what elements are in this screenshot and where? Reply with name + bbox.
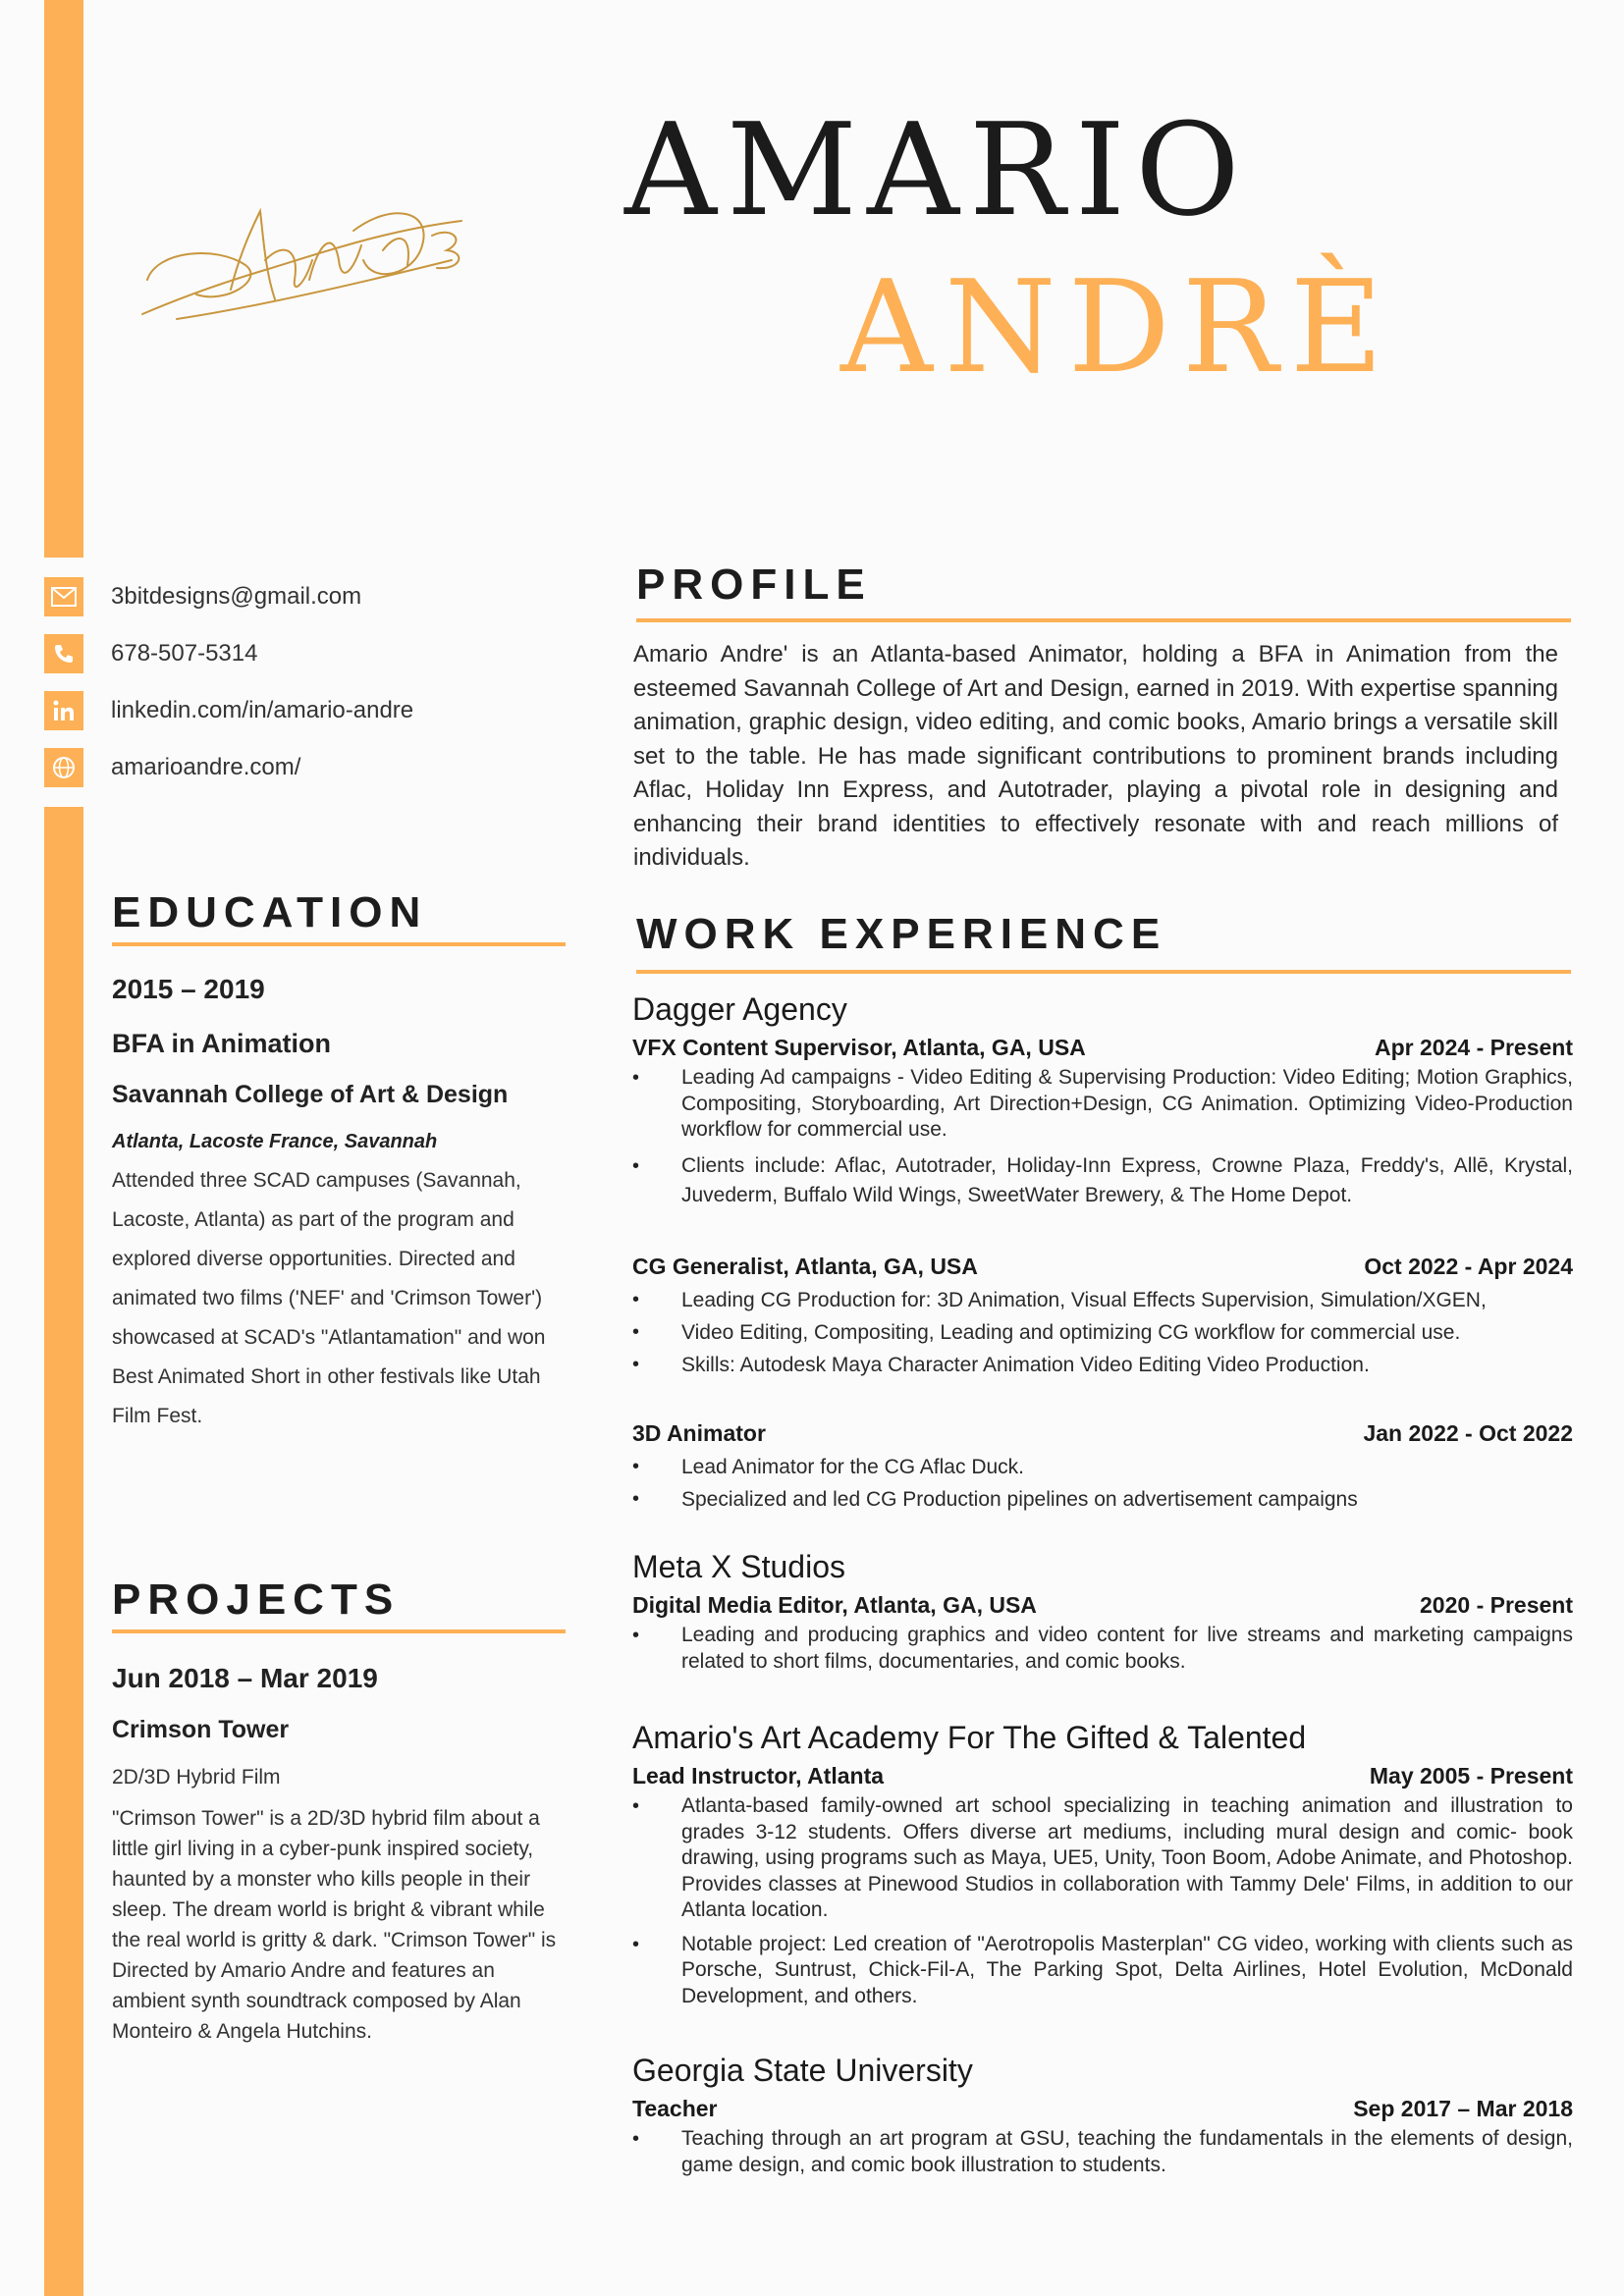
list-item: • Skills: Autodesk Maya Character Animation Video Editing Video Production.: [632, 1349, 1573, 1381]
list-item: • Clients include: Aflac, Autotrader, Holiday-Inn Express, Crowne Plaza, Freddy's, Allē, Krystal, Juvederm, Buffalo Wild Wings, SweetWater Brewery, & The Home Depot.: [632, 1151, 1573, 1210]
company-name: Georgia State University: [632, 2053, 973, 2088]
education-heading: EDUCATION: [112, 888, 428, 936]
contact-linkedin[interactable]: [44, 691, 574, 730]
role-title: 3D Animator: [632, 1419, 766, 1446]
email-text: 3bitdesigns@gmail.com: [111, 583, 362, 610]
experience-meta: [632, 1551, 1573, 1675]
role-bullets: [632, 1284, 1573, 1381]
education-rule: [112, 942, 566, 946]
education-school: Savannah College of Art & Design: [112, 1081, 509, 1108]
projects-rule: [112, 1629, 566, 1633]
experience-gsu: [632, 2055, 1573, 2178]
education-description: Attended three SCAD campuses (Savannah, Lacoste, Atlanta) as part of the program and explored diverse opportunities. Directed and animated two films ('NEF' and 'Crimson Tower') showcased at SCAD's "Atlantamation" and won Best Animated Short in other festivals like Utah Film Fest.: [112, 1169, 546, 1427]
role-dates: Oct 2022 - Apr 2024: [1364, 1253, 1573, 1279]
profile-heading: PROFILE: [636, 561, 872, 609]
company-name: Amario's Art Academy For The Gifted & Talented: [632, 1720, 1307, 1755]
contact-phone[interactable]: [44, 634, 574, 673]
envelope-icon: [44, 577, 83, 616]
role-dates: 2020 - Present: [1420, 1592, 1573, 1618]
first-name: AMARIO: [624, 95, 1250, 244]
role-title: Digital Media Editor, Atlanta, GA, USA: [632, 1592, 1037, 1618]
project-name: Crimson Tower: [112, 1716, 290, 1743]
company-name: Meta X Studios: [632, 1549, 845, 1584]
role-row: [632, 1763, 1573, 1789]
linkedin-icon: [44, 691, 83, 730]
role-title: Lead Instructor, Atlanta: [632, 1763, 885, 1789]
list-item: • Leading CG Production for: 3D Animation, Visual Effects Supervision, Simulation/XGEN,: [632, 1284, 1573, 1316]
project-dates: Jun 2018 – Mar 2019: [112, 1663, 378, 1693]
profile-rule: [636, 618, 1571, 622]
education-years: 2015 – 2019: [112, 974, 265, 1004]
signature-image: [137, 191, 471, 334]
role-bullets: [632, 1065, 1573, 1210]
role-row: [632, 2096, 1573, 2122]
list-item: • Video Editing, Compositing, Leading and optimizing CG workflow for commercial use.: [632, 1316, 1573, 1349]
role-row: [632, 1420, 1573, 1447]
list-item: • Lead Animator for the CG Aflac Duck.: [632, 1451, 1573, 1483]
list-item: • Notable project: Led creation of "Aerotropolis Masterplan" CG video, working with clients such as Porsche, Suntrust, Chick-Fil-A, The Parking Spot, Delta Airlines, Hotel Evolution, McDonald Development, and others.: [632, 1932, 1573, 2010]
role-row: [632, 1254, 1573, 1280]
role-bullets: [632, 1623, 1573, 1675]
work-rule: [636, 970, 1571, 974]
contact-website[interactable]: [44, 748, 574, 787]
list-item: • Leading and producing graphics and video content for live streams and marketing campaigns related to short films, documentaries, and comic books.: [632, 1623, 1573, 1675]
company-name: Dagger Agency: [632, 991, 847, 1027]
projects-block: [112, 1663, 573, 2047]
accent-bar-bottom: [44, 807, 83, 2296]
linkedin-text: linkedin.com/in/amario-andre: [111, 697, 414, 723]
accent-bar-top: [44, 0, 83, 558]
education-degree: BFA in Animation: [112, 1029, 331, 1058]
last-name: ANDRÈ: [840, 252, 1395, 401]
role-dates: May 2005 - Present: [1369, 1763, 1573, 1789]
list-item: • Specialized and led CG Production pipelines on advertisement campaigns: [632, 1483, 1573, 1516]
role-dates: Apr 2024 - Present: [1375, 1035, 1573, 1060]
experience-dagger: [632, 993, 1573, 1516]
projects-heading: PROJECTS: [112, 1575, 401, 1624]
globe-icon: [44, 748, 83, 787]
role-title: VFX Content Supervisor, Atlanta, GA, USA: [632, 1035, 1086, 1060]
website-text: amarioandre.com/: [111, 754, 301, 780]
project-description: "Crimson Tower" is a 2D/3D hybrid film about a little girl living in a cyber-punk inspired society, haunted by a monster who kills people in their sleep. The dream world is bright & vibrant while the real world is gritty & dark. "Crimson Tower" is Directed by Amario Andre and features an ambient synth soundtrack composed by Alan Monteiro & Angela Hutchins.: [112, 1807, 557, 2043]
role-dates: Sep 2017 – Mar 2018: [1353, 2096, 1573, 2121]
list-item: • Atlanta-based family-owned art school specializing in teaching animation and illustration to grades 3-12 students. Offers diverse art mediums, including mural design and comic- book drawing, using programs such as Maya, UE5, Unity, Toon Boom, Adobe Animate, and Photoshop. Provides classes at Pinewood Studios in collaboration with Tammy Dele' Films, in addition to our Atlanta location.: [632, 1793, 1573, 1924]
education-block: [112, 974, 573, 1436]
role-bullets: [632, 1451, 1573, 1516]
phone-text: 678-507-5314: [111, 640, 258, 667]
role-row: [632, 1035, 1573, 1061]
education-location: Atlanta, Lacoste France, Savannah: [112, 1131, 438, 1152]
project-type: 2D/3D Hybrid Film: [112, 1766, 281, 1789]
role-row: [632, 1592, 1573, 1619]
experience-academy: [632, 1722, 1573, 2009]
contact-email[interactable]: [44, 577, 574, 616]
work-heading: WORK EXPERIENCE: [636, 910, 1167, 958]
role-bullets: [632, 1793, 1573, 2009]
role-dates: Jan 2022 - Oct 2022: [1363, 1419, 1573, 1446]
list-item: • Teaching through an art program at GSU, teaching the fundamentals in the elements of design, game design, and comic book illustration to students.: [632, 2126, 1573, 2178]
role-title: Teacher: [632, 2096, 718, 2121]
profile-text: Amario Andre' is an Atlanta-based Animator, holding a BFA in Animation from the esteemed Savannah College of Art and Design, earned in 2019. With expertise spanning animation, graphic design, video editing, and comic books, Amario brings a versatile skill set to the table. He has made significant contributions to prominent brands including Aflac, Holiday Inn Express, and Autotrader, playing a pivotal role in designing and enhancing their brand identities to effectively resonate with and reach millions of individuals.: [633, 641, 1558, 871]
role-title: CG Generalist, Atlanta, GA, USA: [632, 1253, 978, 1279]
role-bullets: [632, 2126, 1573, 2178]
list-item: • Leading Ad campaigns - Video Editing & Supervising Production: Video Editing; Motion Graphics, Compositing, Storyboarding, Art Direction+Design, CG Animation. Optimizing Video-Production workflow for commercial use.: [632, 1065, 1573, 1144]
phone-icon: [44, 634, 83, 673]
